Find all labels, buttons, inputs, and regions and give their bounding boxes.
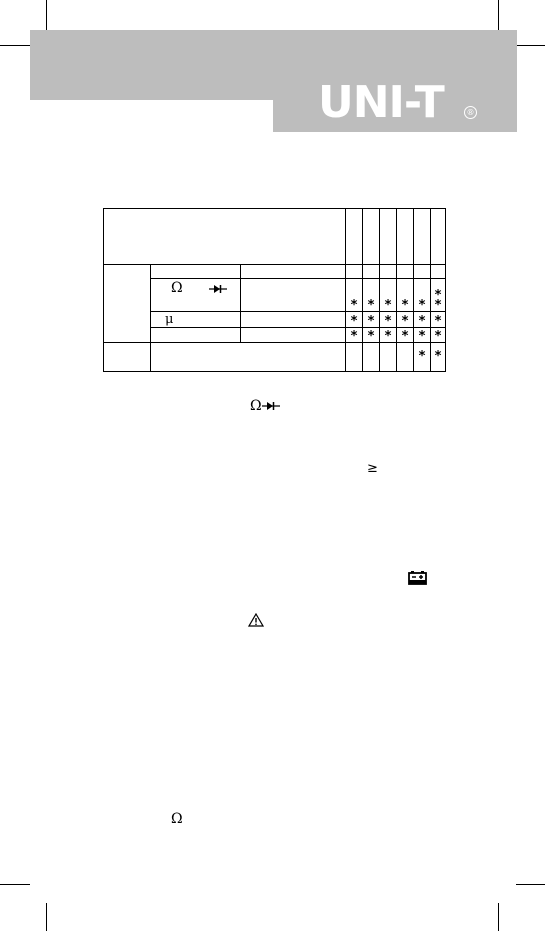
table-cell (397, 265, 414, 279)
warning-icon (248, 613, 264, 627)
table-cell (241, 312, 346, 328)
table-cell (380, 265, 397, 279)
table-cell (380, 343, 397, 372)
crop-mark (0, 884, 30, 885)
table-cell: * (363, 279, 380, 312)
crop-mark (46, 903, 47, 931)
table-cell: * (414, 328, 431, 343)
diode-icon (262, 401, 280, 411)
table-cell (414, 265, 431, 279)
crop-mark (498, 903, 499, 931)
table-cell: * (346, 312, 363, 328)
table-cell: * (397, 312, 414, 328)
table-cell: * (346, 328, 363, 343)
table-header-col (363, 209, 380, 265)
table-cell (151, 343, 346, 372)
table-cell: * (414, 279, 431, 312)
table-cell (241, 279, 346, 312)
crop-mark (498, 0, 499, 30)
greater-equal-symbol: ≥ (367, 461, 378, 476)
ohm-symbol: Ω (250, 398, 262, 414)
table-cell: * (397, 328, 414, 343)
table-cell: * (363, 312, 380, 328)
table-cell: * (363, 328, 380, 343)
table-cell: * (431, 312, 446, 328)
table-cell: * (380, 279, 397, 312)
table-header-col (431, 209, 446, 265)
registered-mark: ® (464, 106, 477, 119)
table-cell (346, 265, 363, 279)
table-cell: * (397, 279, 414, 312)
table-cell (363, 343, 380, 372)
table-header-cell (104, 209, 346, 265)
spec-table (103, 208, 446, 372)
ohm-symbol: Ω (171, 811, 183, 827)
table-cell (346, 343, 363, 372)
crop-mark (516, 45, 545, 46)
crop-mark (516, 884, 545, 885)
table-group-cell (104, 265, 151, 343)
table-cell: * (346, 279, 363, 312)
battery-icon (408, 571, 427, 585)
diode-icon (209, 284, 227, 294)
ohm-symbol: Ω (171, 280, 183, 296)
table-header-col (380, 209, 397, 265)
crop-mark (0, 45, 30, 46)
table-row-label: μ (151, 312, 241, 328)
table-cell (151, 265, 241, 279)
brand-logo: UNI-T (318, 77, 444, 128)
table-cell (241, 265, 346, 279)
table-cell: * (414, 312, 431, 328)
table-cell (241, 328, 346, 343)
crop-mark (46, 0, 47, 30)
table-cell (431, 265, 446, 279)
table-cell: * (431, 343, 446, 372)
table-cell: * (414, 343, 431, 372)
table-header-col (346, 209, 363, 265)
table-header-col (414, 209, 431, 265)
table-cell: * * (431, 279, 446, 312)
table-group-cell (104, 343, 151, 372)
table-row-label (151, 279, 241, 312)
table-cell: * (380, 328, 397, 343)
table-cell: * (431, 328, 446, 343)
table-cell (363, 265, 380, 279)
table-header-col (397, 209, 414, 265)
table-cell (397, 343, 414, 372)
table-cell: * (380, 312, 397, 328)
table-cell (151, 328, 241, 343)
